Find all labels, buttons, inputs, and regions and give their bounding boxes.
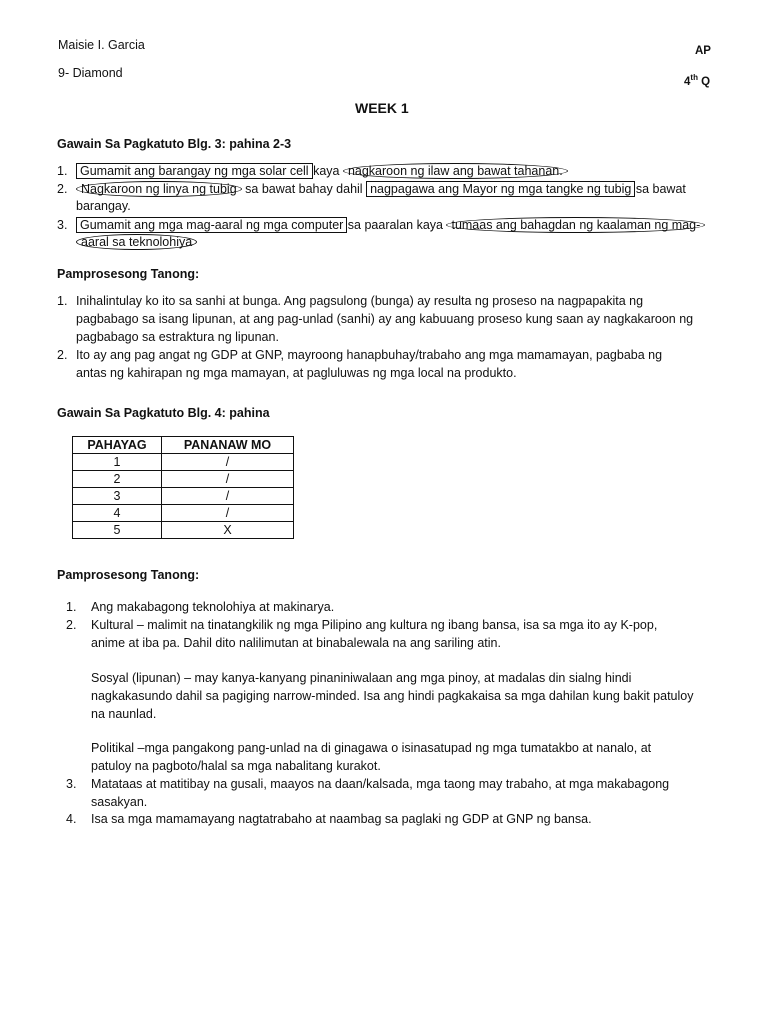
table-cell: / — [162, 488, 294, 505]
g3-item3: Gumamit ang mga mag-aaral ng mga computer sa paaralan kaya tumaas ang bahagdan ng kaalaman ng mag- — [76, 218, 705, 232]
student-section: 9- Diamond — [58, 66, 123, 80]
sosyal-line: Sosyal (lipunan) – may kanya-kanyang pinaniniwalaan ang mga pinoy, at madalas din sialng hindi — [91, 671, 632, 685]
pamprosesong1-title: Pamprosesong Tanong: — [57, 267, 200, 281]
table-cell: 5 — [73, 522, 162, 539]
table-header-cell: PAHAYAG — [73, 437, 162, 454]
p2-item4-text: Isa sa mga mamamayang nagtatrabaho at naambag sa paglaki ng GDP at GNP ng bansa. — [91, 812, 592, 826]
p1-item2-line: Ito ay ang pag angat ng GDP at GNP, mayroong hanapbuhay/trabaho ang mga mamamayan, pagbaba ng — [76, 348, 663, 362]
table-cell: 3 — [73, 488, 162, 505]
quarter-label: 4th Q — [684, 73, 711, 88]
table-cell: 1 — [73, 454, 162, 471]
politikal-line: Politikal –mga pangakong pang-unlad na di ginagawa o isinasatupad ng mga tumatakbo at nanalo, at — [91, 741, 652, 755]
p2-item4-number: 4. — [66, 812, 77, 826]
pamprosesong2-title: Pamprosesong Tanong: — [57, 568, 200, 582]
subject-label: AP — [695, 45, 711, 57]
g3-item2-cont: barangay. — [76, 199, 131, 213]
table-cell: 2 — [73, 471, 162, 488]
cause-box: nagpagawa ang Mayor ng mga tangke ng tubig — [366, 181, 635, 197]
p1-item1-number: 1. — [57, 294, 68, 308]
p2-item2-number: 2. — [66, 618, 77, 632]
effect-oval: nagkaroon ng ilaw ang bawat tahanan. — [343, 163, 568, 179]
gawain4-table — [72, 436, 294, 539]
table-row — [73, 522, 294, 539]
gawain3-title: Gawain Sa Pagkatuto Blg. 3: pahina 2-3 — [57, 137, 292, 151]
p2-item1-text: Ang makabagong teknolohiya at makinarya. — [91, 600, 335, 614]
week-heading: WEEK 1 — [355, 100, 409, 116]
g3-item3-cont — [76, 235, 197, 249]
student-name: Maisie I. Garcia — [58, 38, 145, 52]
table-cell: X — [162, 522, 294, 539]
g3-item3-number: 3. — [57, 218, 68, 232]
gawain4-title: Gawain Sa Pagkatuto Blg. 4: pahina — [57, 406, 270, 420]
p1-item1-line: pagbabago sa estraktura ng lipunan. — [76, 330, 279, 344]
table-header-cell: PANANAW MO — [162, 437, 294, 454]
p2-item3-number: 3. — [66, 777, 77, 791]
table-cell: / — [162, 454, 294, 471]
table-cell: / — [162, 505, 294, 522]
p2-item1-number: 1. — [66, 600, 77, 614]
table-row — [73, 454, 294, 471]
p1-item1-line: Inihalintulay ko ito sa sanhi at bunga. Ang pagsulong (bunga) ay resulta ng proseso na nagpapakita ng — [76, 294, 644, 308]
p1-item1-line: pagbabago sa isang lipunan, at ang pag-unlad (sanhi) ay ang kabuuang proseso kung saan ay nagkakaroon ng — [76, 312, 694, 326]
effect-oval: tumaas ang bahagdan ng kaalaman ng mag- — [446, 217, 705, 233]
p1-item2-line: antas ng kahirapan ng mga mamayan, at pagluluwas ng mga local na produkto. — [76, 366, 517, 380]
politikal-line: patuloy na pagboto/halal sa mga nabalitang kurakot. — [91, 759, 381, 773]
table-row — [73, 505, 294, 522]
g3-item1-number: 1. — [57, 164, 68, 178]
p2-item3-line: Matataas at matitibay na gusali, maayos na daan/kalsada, mga taong may trabaho, at mga makabagong — [91, 777, 670, 791]
cause-box: Gumamit ang barangay ng mga solar cell — [76, 163, 313, 179]
kultural-line: Kultural – malimit na tinatangkilik ng mga Pilipino ang kultura ng ibang bansa, isa sa mga ito ay K-pop, — [91, 618, 658, 632]
p1-item2-number: 2. — [57, 348, 68, 362]
g3-item2-number: 2. — [57, 182, 68, 196]
g3-item2: Nagkaroon ng linya ng tubig sa bawat bahay dahil nagpagawa ang Mayor ng mga tangke ng tubig sa bawat — [76, 182, 686, 196]
table-cell: / — [162, 471, 294, 488]
kultural-line: anime at iba pa. Dahil dito nalilimutan at binabalewala na ang sariling atin. — [91, 636, 501, 650]
sosyal-line: na naunlad. — [91, 707, 157, 721]
effect-oval: Nagkaroon ng linya ng tubig — [76, 181, 242, 197]
table-row — [73, 471, 294, 488]
sosyal-line: nagkakasundo dahil sa pagiging narrow-minded. Isa ang hindi pagkakaisa sa mga dahilan kung bakit patuloy — [91, 689, 694, 703]
cause-box: Gumamit ang mga mag-aaral ng mga computer — [76, 217, 347, 233]
table-row — [73, 488, 294, 505]
table-cell: 4 — [73, 505, 162, 522]
g3-item1: Gumamit ang barangay ng mga solar cell kaya nagkaroon ng ilaw ang bawat tahanan. — [76, 164, 568, 178]
table-header-row — [73, 437, 294, 454]
p2-item3-line: sasakyan. — [91, 795, 148, 809]
effect-oval-cont: aaral sa teknolohiya — [76, 234, 197, 250]
